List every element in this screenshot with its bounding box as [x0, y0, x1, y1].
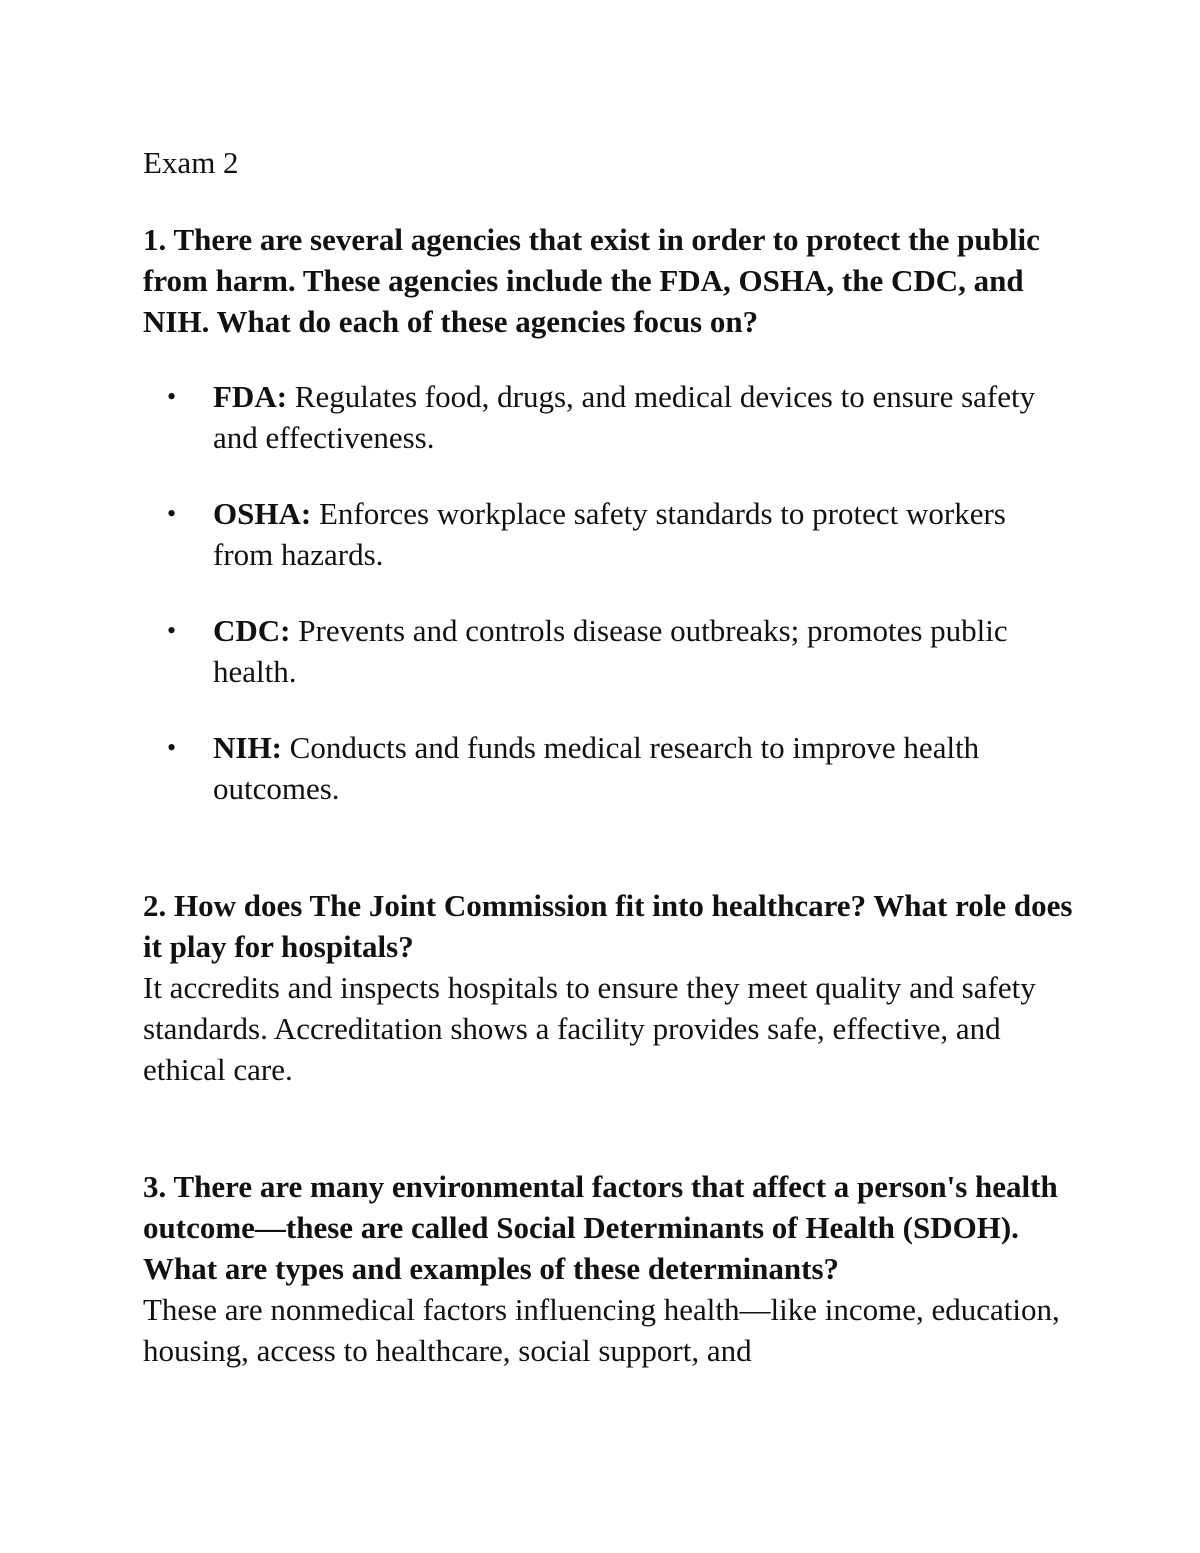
list-item [143, 610, 1073, 727]
agency-term-nih: NIH: [213, 730, 282, 765]
agency-term-osha: OSHA: [213, 496, 312, 531]
answer-2: It accredits and inspects hospitals to ensure they meet quality and safety standards. Accreditation shows a facility provides safe, effective, and ethical care. [143, 970, 1036, 1087]
agency-description-cdc: Prevents and controls disease outbreaks; promotes public health. [213, 613, 1008, 689]
question-3: 3. There are many environmental factors that affect a person's health outcome—these are called Social Determinants of Health (SDOH). What are types and examples of these determinants? [143, 1169, 1058, 1286]
list-item [143, 727, 1073, 844]
agency-description-osha: Enforces workplace safety standards to protect workers from hazards. [213, 496, 1006, 572]
agency-list [143, 376, 1073, 844]
bullet-icon: • [167, 616, 177, 645]
question-2: 2. How does The Joint Commission fit into healthcare? What role does it play for hospitals? [143, 888, 1073, 964]
list-item [143, 376, 1073, 493]
agency-description-fda: Regulates food, drugs, and medical devices to ensure safety and effectiveness. [213, 379, 1036, 455]
agency-description-nih: Conducts and funds medical research to improve health outcomes. [213, 730, 980, 806]
agency-term-cdc: CDC: [213, 613, 291, 648]
answer-3: These are nonmedical factors influencing health—like income, education, housing, access to healthcare, social support, and [143, 1292, 1060, 1368]
question-2-section [143, 885, 1073, 1090]
document-title: Exam 2 [143, 145, 239, 180]
agency-term-fda: FDA: [213, 379, 288, 414]
list-item [143, 493, 1073, 610]
bullet-icon: • [167, 733, 177, 762]
question-1: 1. There are several agencies that exist in order to protect the public from harm. These agencies include the FDA, OSHA, the CDC, and NIH. What do each of these agencies focus on? [143, 222, 1040, 339]
bullet-icon: • [167, 382, 177, 411]
bullet-icon: • [167, 499, 177, 528]
question-3-section [143, 1166, 1073, 1371]
